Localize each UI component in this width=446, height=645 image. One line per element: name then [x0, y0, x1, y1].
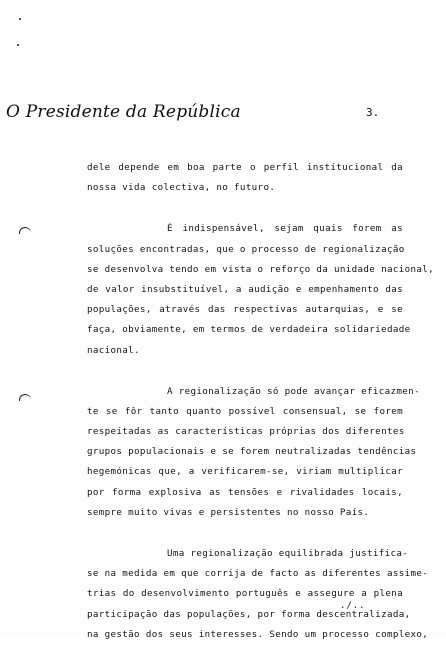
- text-line: faça, obviamente, em termos de verdadeira solidariedade: [87, 324, 411, 336]
- text-line: participação das populações, por forma descentralizada,: [87, 608, 411, 620]
- paragraph-3: [87, 382, 420, 523]
- paragraph-2: [87, 219, 434, 360]
- letterhead: O Presidente da República: [6, 102, 241, 122]
- text-line: populações, através das respectivas autarquias, e se: [87, 304, 403, 316]
- scan-speck: [19, 18, 21, 20]
- text-line: Uma regionalização equilibrada justifica-: [167, 548, 409, 559]
- paragraph-gap: [87, 198, 403, 219]
- letter-body: [87, 158, 434, 645]
- text-line: por forma explosiva as tensões e rivalidades locais,: [87, 486, 403, 498]
- punch-hole-mark: [19, 227, 31, 234]
- text-line: de valor insubstituível, a audição e empenhamento das: [87, 283, 403, 295]
- paragraph-gap: [87, 523, 403, 544]
- text-line: hegemónicas que, a verificarem-se, viriam multiplicar: [87, 466, 403, 478]
- paragraph-gap: [87, 361, 403, 382]
- scan-speck: [17, 44, 19, 46]
- text-line: nacional.: [87, 344, 140, 356]
- punch-hole-mark: [19, 394, 31, 401]
- text-line: sempre muito vivas e persistentes no nosso País.: [87, 506, 370, 518]
- text-line: se desenvolva tendo em vista o reforço da unidade nacional,: [87, 263, 434, 275]
- text-line: respeitadas as características próprias dos diferentes: [87, 426, 405, 438]
- continuation-mark: ./..: [340, 600, 366, 611]
- text-line: soluções encontradas, que o processo de regionalização: [87, 243, 405, 255]
- paragraph-4: [87, 544, 429, 645]
- text-line: nossa vida colectiva, no futuro.: [87, 182, 276, 194]
- text-line: dele depende em boa parte o perfil institucional da: [87, 162, 403, 173]
- text-line: trias do desenvolvimento português e assegure a plena: [87, 588, 403, 600]
- text-line: na gestão dos seus interesses. Sendo um processo complexo,: [87, 628, 429, 640]
- paragraph-1: [87, 158, 403, 198]
- text-line: É indispensável, sejam quais forem as: [167, 223, 403, 235]
- text-line: te se fôr tanto quanto possível consensual, se forem: [87, 405, 403, 417]
- text-line: grupos populacionais e se forem neutralizadas tendências: [87, 446, 417, 458]
- text-line: A regionalização só pode avançar eficazmen-: [167, 385, 420, 397]
- text-line: se na medida em que corrija de facto as diferentes assime-: [87, 568, 429, 580]
- page-number: 3.: [366, 106, 380, 119]
